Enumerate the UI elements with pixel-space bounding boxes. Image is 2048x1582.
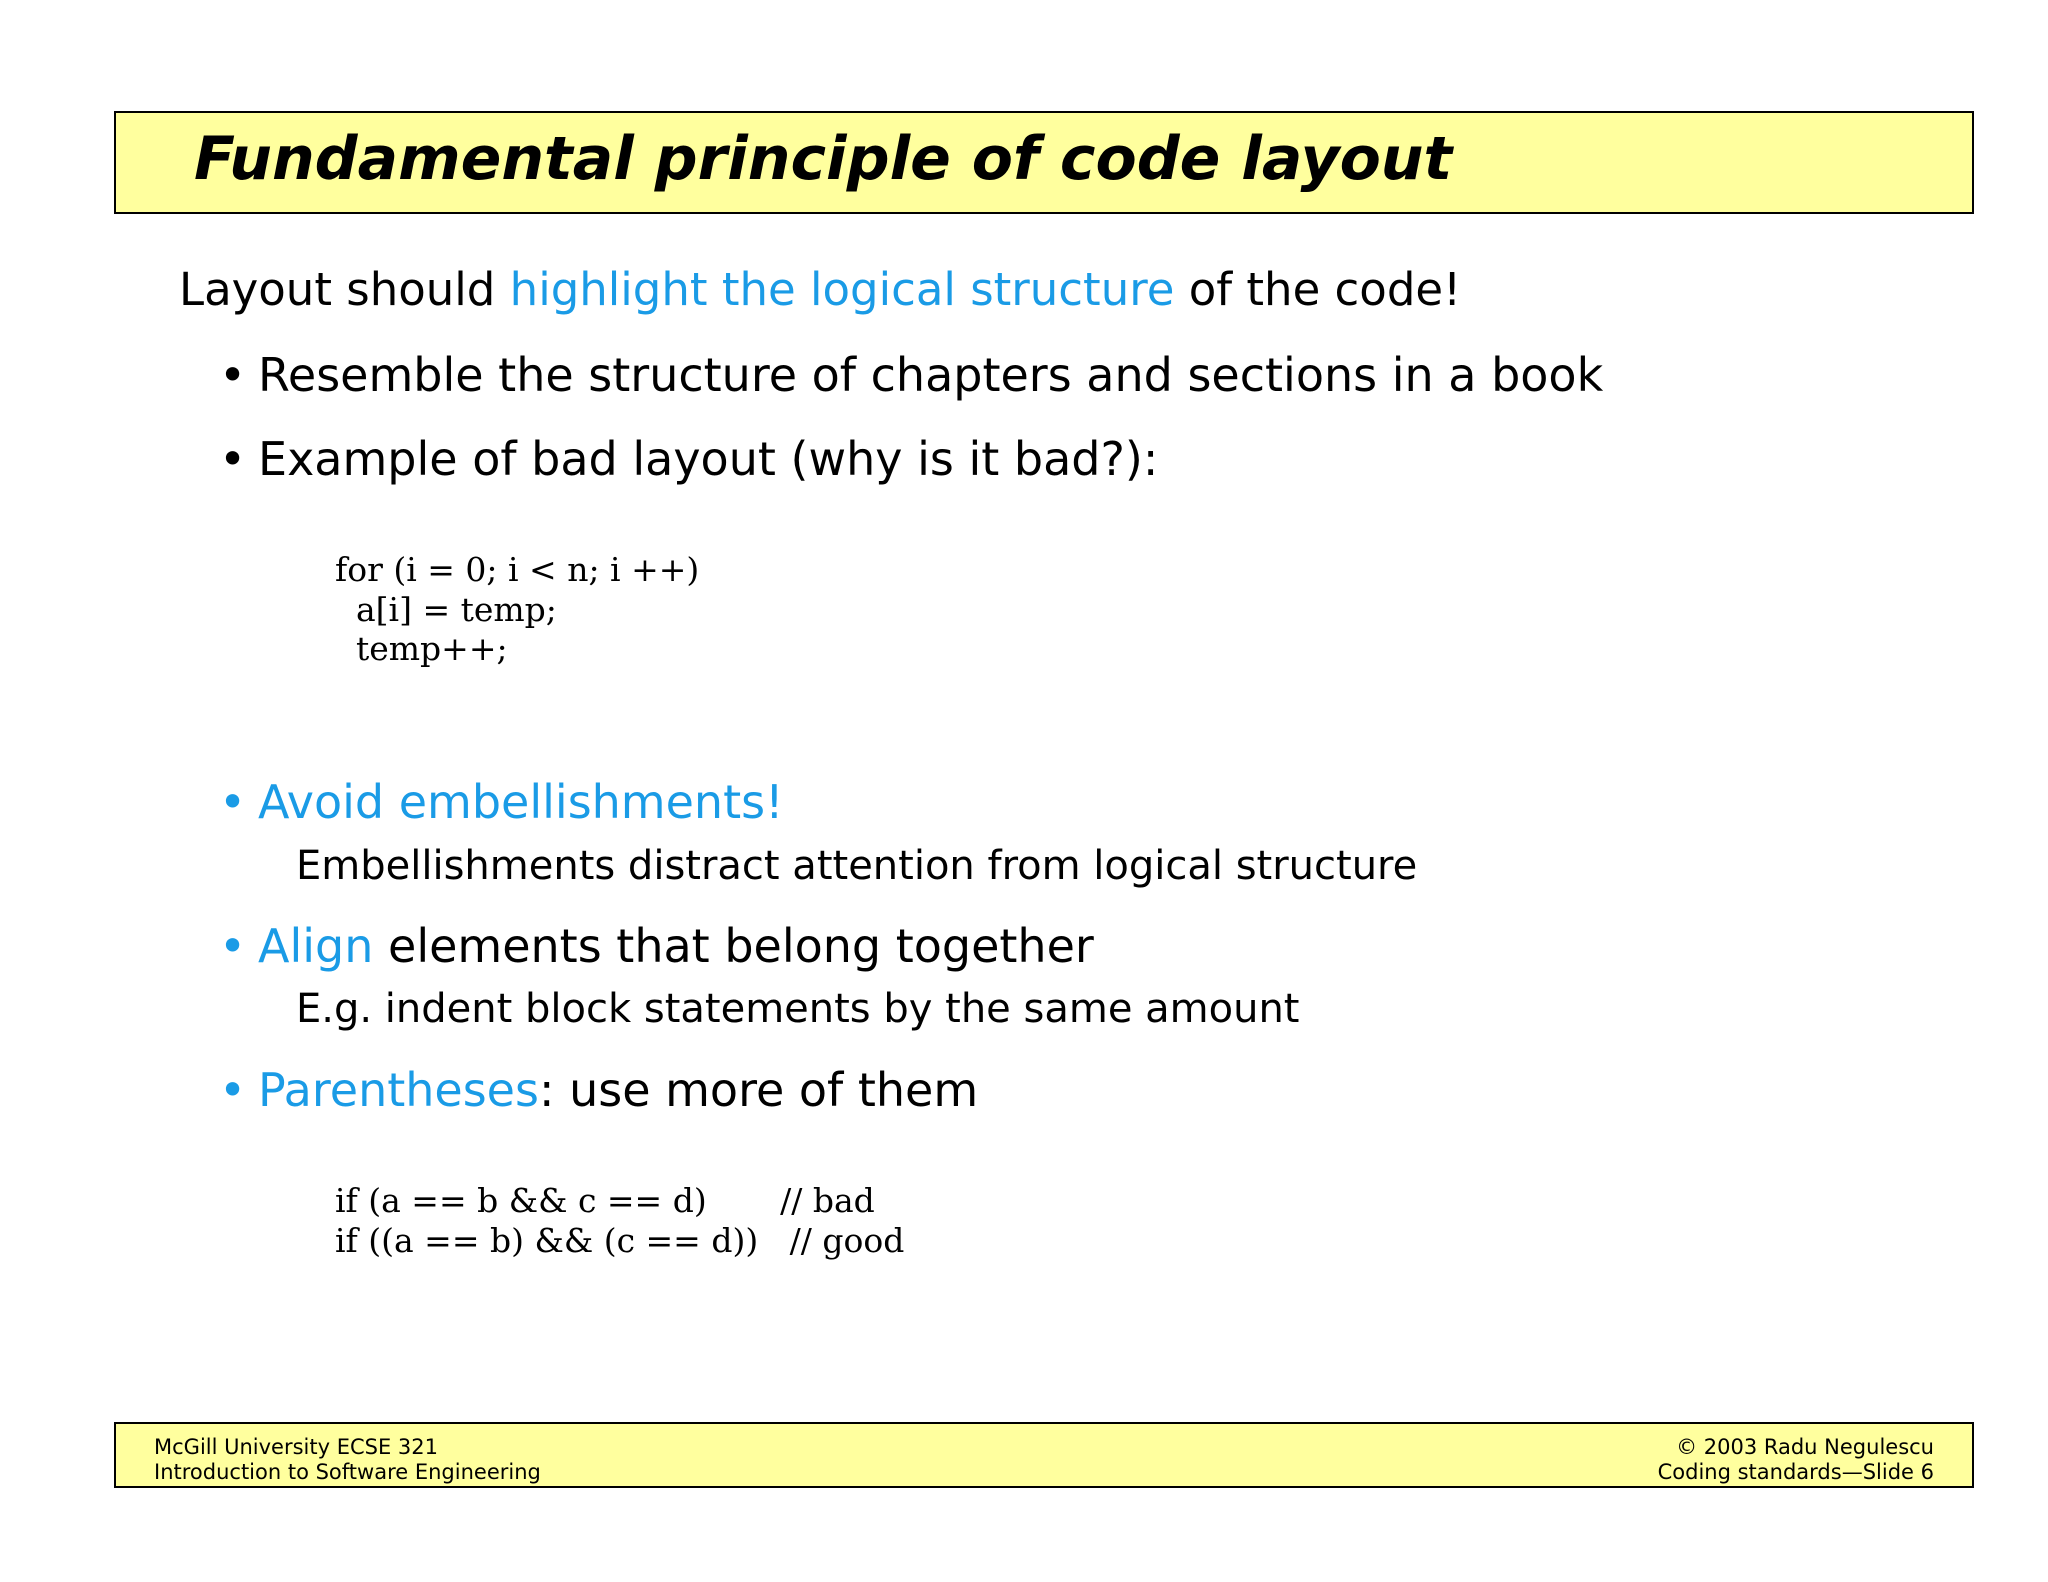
bullet-accent-text: Avoid embellishments! [258, 775, 784, 829]
lead-suffix: of the code! [1174, 263, 1462, 316]
title-bar [114, 111, 1974, 214]
bullet-text: Resemble the structure of chapters and sections in a book [258, 348, 1604, 402]
bullet-avoid-embellishments [219, 775, 784, 830]
footer-subject: Introduction to Software Engineering [154, 1460, 541, 1484]
lead-highlight: highlight the logical structure [509, 263, 1175, 316]
footer-copyright: © 2003 Radu Negulescu [1676, 1435, 1934, 1459]
sub-embellishments: Embellishments distract attention from logical structure [296, 843, 1418, 889]
bullet-bad-layout-example [219, 432, 1158, 487]
bullet-accent-text: Align [258, 919, 374, 973]
bullet-dot-icon: • [219, 919, 247, 973]
bullet-text: Example of bad layout (why is it bad?): [258, 432, 1159, 486]
bullet-align [219, 919, 1094, 974]
slide-title: Fundamental principle of code layout [194, 124, 1453, 194]
bullet-accent-text: Parentheses [258, 1063, 539, 1117]
code-line: if (a == b && c == d) // bad [335, 1181, 875, 1220]
footer-bar [114, 1422, 1974, 1488]
code-line: a[i] = temp; [335, 589, 557, 629]
bad-layout-code-block [335, 550, 699, 669]
bullet-dot-icon: • [219, 432, 247, 486]
bullet-rest-text: : use more of them [538, 1063, 979, 1117]
code-line: if ((a == b) && (c == d)) // good [335, 1220, 905, 1260]
bullet-dot-icon: • [219, 775, 247, 829]
bullet-dot-icon: • [219, 1063, 247, 1117]
lead-statement [179, 263, 1461, 317]
footer-slide-number: Coding standards—Slide 6 [1657, 1460, 1934, 1484]
code-line: temp++; [335, 629, 508, 669]
bullet-parentheses [219, 1063, 978, 1118]
bullet-rest-text: elements that belong together [373, 919, 1094, 973]
parentheses-code-block [335, 1181, 904, 1260]
code-line: for (i = 0; i < n; i ++) [335, 550, 700, 589]
sub-align: E.g. indent block statements by the same amount [296, 986, 1300, 1032]
bullet-book-structure [219, 348, 1603, 403]
bullet-dot-icon: • [219, 348, 247, 402]
lead-prefix: Layout should [179, 263, 510, 316]
footer-course: McGill University ECSE 321 [154, 1435, 439, 1459]
